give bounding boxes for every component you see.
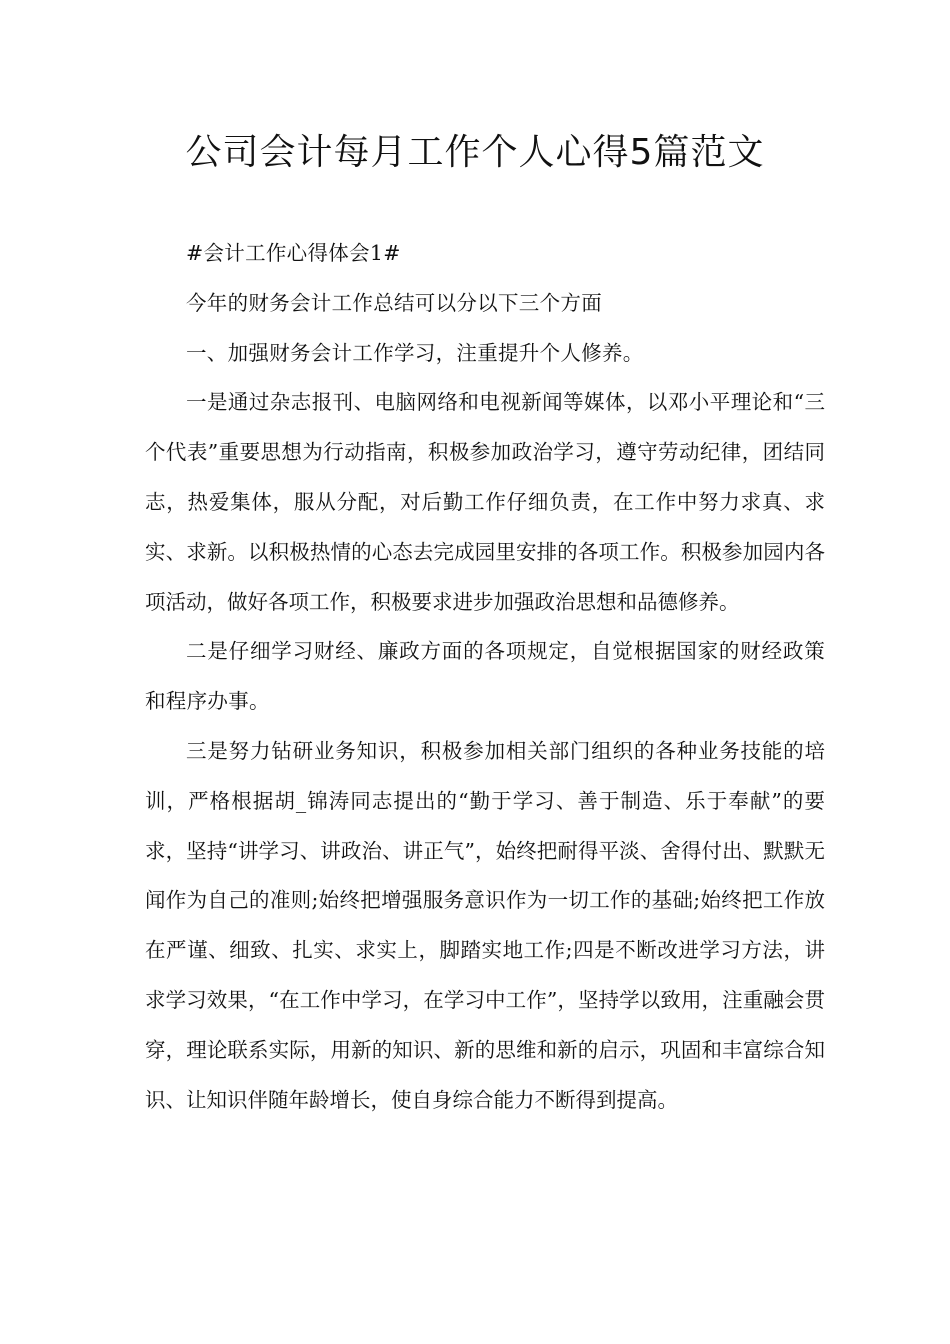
document-title: 公司会计每月工作个人心得5篇范文 — [185, 132, 765, 173]
section-heading: #会计工作心得体会1# — [186, 241, 401, 265]
document-body — [145, 229, 825, 1125]
point-one-heading: 一、加强财务会计工作学习，注重提升个人修养。 — [186, 340, 644, 365]
body-paragraph: 二是仔细学习财经、廉政方面的各项规定，自觉根据国家的财经政策和程序办事。 — [145, 639, 825, 714]
body-paragraph: 一是通过杂志报刊、电脑网络和电视新闻等媒体，以邓小平理论和“三个代表”重要思想为行动指南，积极参加政治学习，遵守劳动纪律，团结同志，热爱集体，服从分配，对后勤工作仔细负责，在工作中努力求真、求实、求新。以积极热情的心态去完成园里安排的各项工作。积极参加园内各项活动，做好各项工作，积极要求进步加强政治思想和品德修养。 — [145, 390, 825, 614]
intro-paragraph: 今年的财务会计工作总结可以分以下三个方面 — [186, 290, 602, 315]
body-paragraph: 三是努力钻研业务知识，积极参加相关部门组织的各种业务技能的培训，严格根据胡_锦涛同志提出的“勤于学习、善于制造、乐于奉献”的要求，坚持“讲学习、讲政治、讲正气”，始终把耐得平淡、舍得付出、默默无闻作为自己的准则;始终把增强服务意识作为一切工作的基础;始终把工作放在严谨、细致、扎实、求实上，脚踏实地工作;四是不断改进学习方法，讲求学习效果，“在工作中学习，在学习中工作”，坚持学以致用，注重融会贯穿，理论联系实际，用新的知识、新的思维和新的启示，巩固和丰富综合知识、让知识伴随年龄增长，使自身综合能力不断得到提高。 — [145, 738, 825, 1112]
